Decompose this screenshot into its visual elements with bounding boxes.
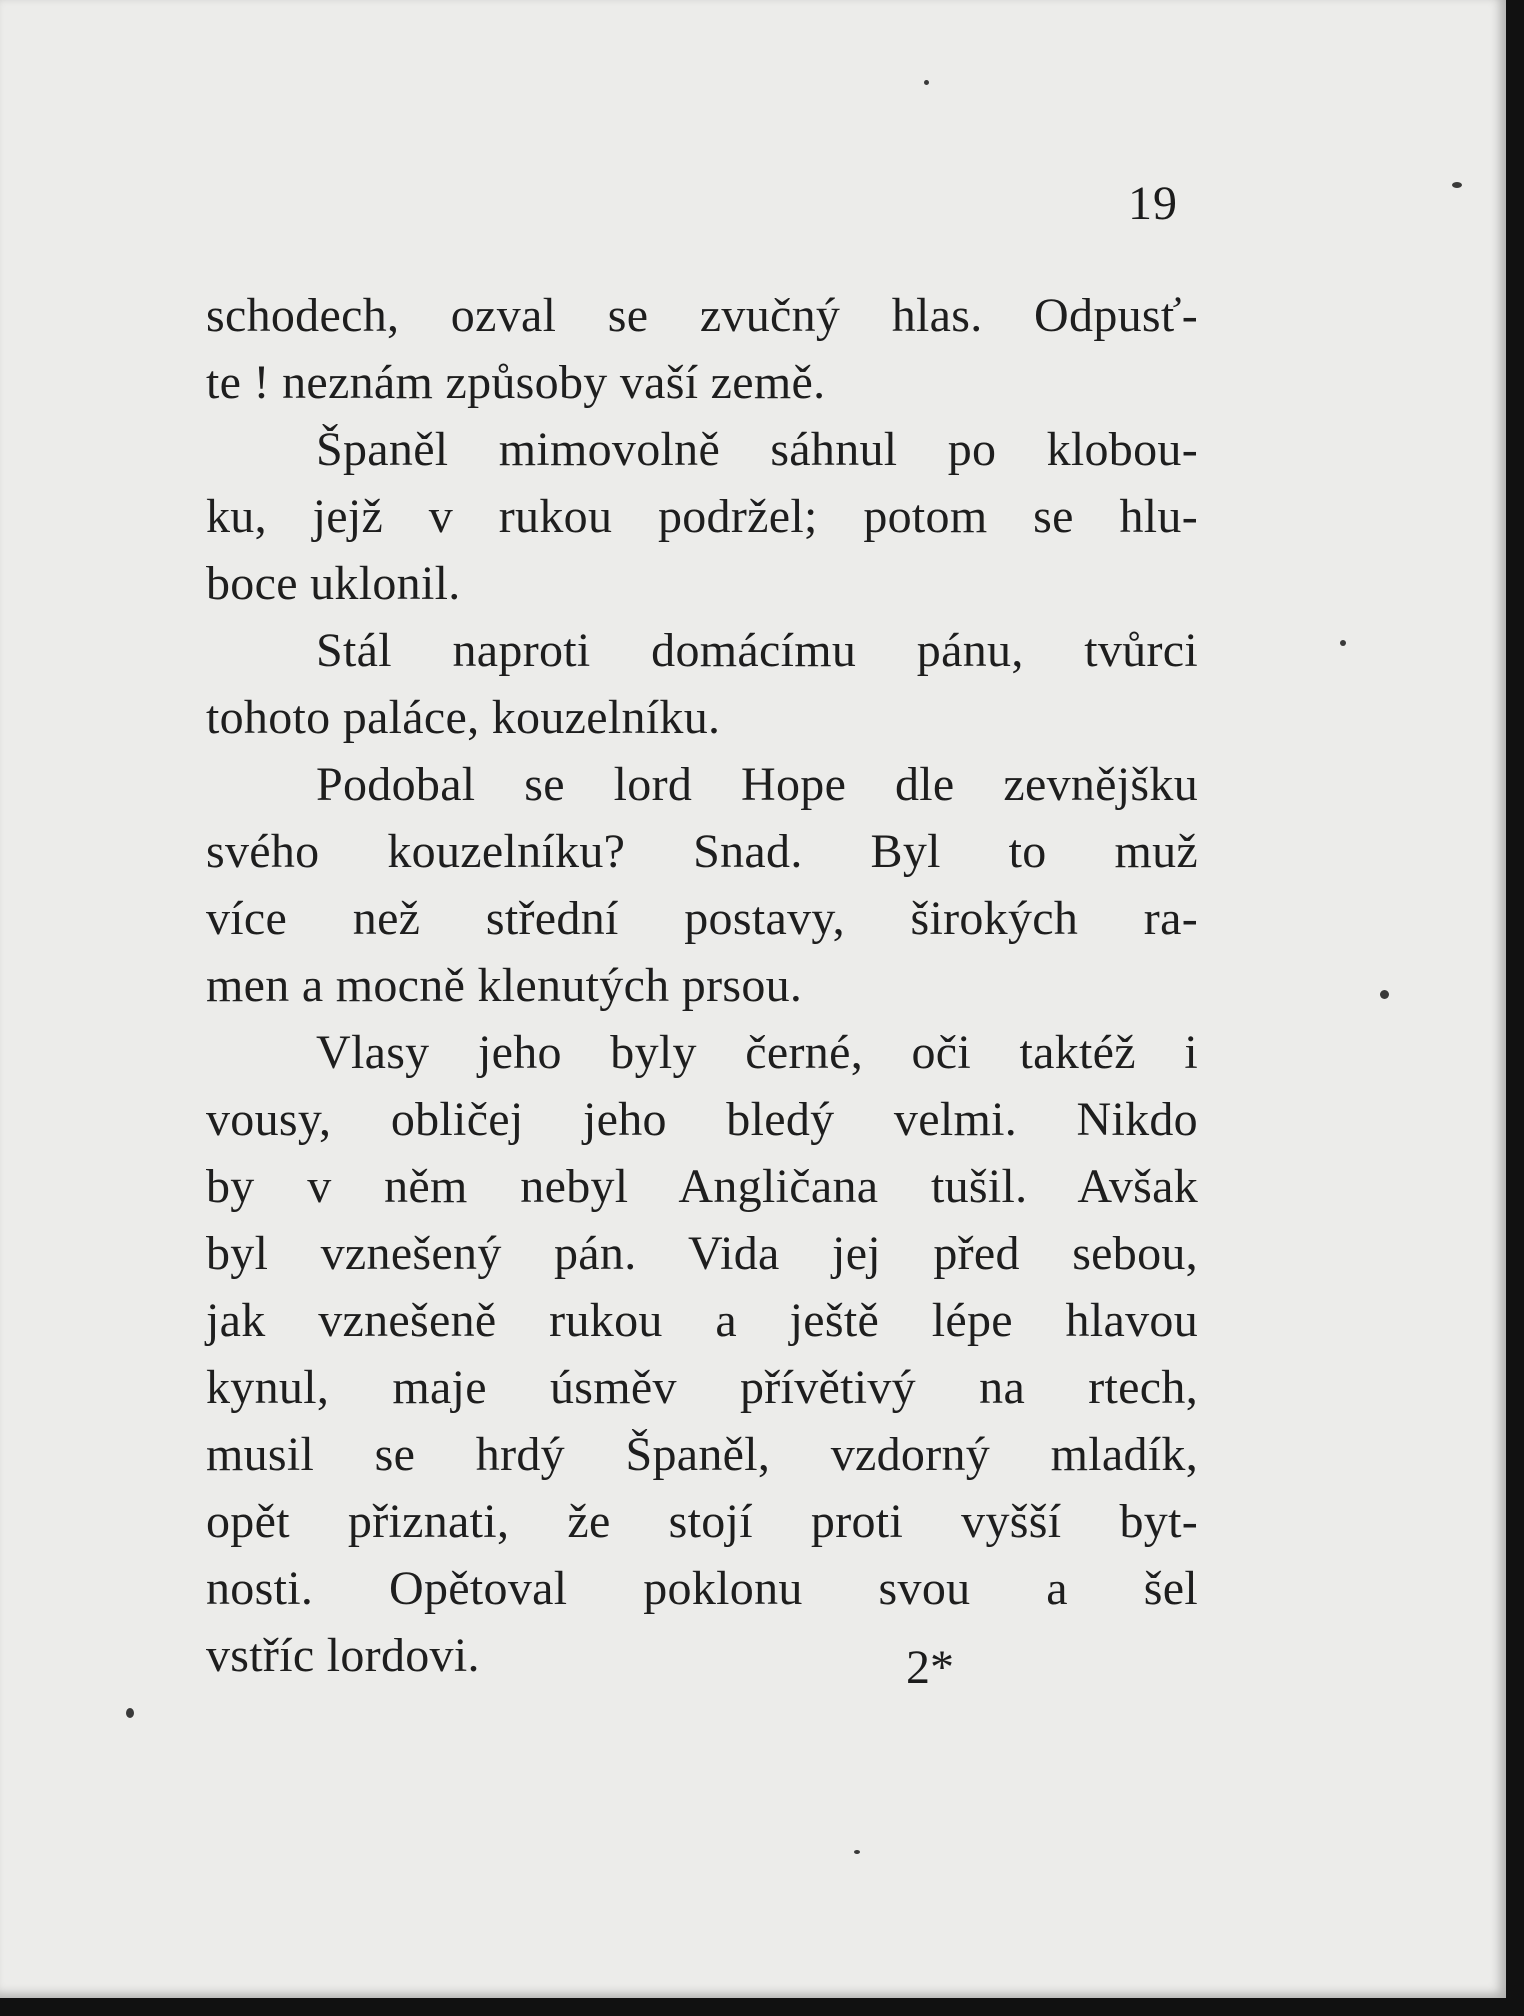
scan-edge-right: [1506, 0, 1524, 2016]
text-line: vousy, obličej jeho bledý velmi. Nikdo: [206, 1093, 1198, 1146]
text-line: men a mocně klenutých prsou.: [206, 959, 803, 1012]
print-speck: [924, 80, 929, 85]
print-speck: [1340, 640, 1346, 646]
body-text: [206, 282, 1198, 1689]
text-line: by v něm nebyl Angličana tušil. Avšak: [206, 1160, 1198, 1213]
print-speck: [854, 1850, 860, 1854]
text-line: schodech, ozval se zvučný hlas. Odpusť-: [206, 289, 1198, 342]
text-line: tohoto paláce, kouzelníku.: [206, 691, 721, 744]
text-line: Španěl mimovolně sáhnul po klobou-: [316, 423, 1198, 476]
text-line: te ! neznám způsoby vaší země.: [206, 356, 826, 409]
text-line: Podobal se lord Hope dle zevnějšku: [316, 758, 1198, 811]
text-line: svého kouzelníku? Snad. Byl to muž: [206, 825, 1198, 878]
text-line: kynul, maje úsměv přívětivý na rtech,: [206, 1361, 1198, 1414]
print-speck: [1380, 990, 1389, 999]
print-speck: [1452, 182, 1462, 188]
text-line: boce uklonil.: [206, 557, 461, 610]
page-number: 19: [1128, 177, 1178, 230]
text-line: vstříc lordovi.: [206, 1629, 480, 1682]
text-line: byl vznešený pán. Vida jej před sebou,: [206, 1227, 1198, 1280]
text-line: musil se hrdý Španěl, vzdorný mladík,: [206, 1428, 1198, 1481]
text-line: nosti. Opětoval poklonu svou a šel: [206, 1562, 1198, 1615]
text-line: ku, jejž v rukou podržel; potom se hlu-: [206, 490, 1198, 543]
text-line: jak vznešeně rukou a ještě lépe hlavou: [206, 1294, 1198, 1347]
signature-mark: 2*: [906, 1641, 954, 1694]
text-line: opět přiznati, že stojí proti vyšší byt-: [206, 1495, 1198, 1548]
text-line: více než střední postavy, širokých ra-: [206, 892, 1198, 945]
print-speck: [126, 1708, 134, 1718]
text-line: Stál naproti domácímu pánu, tvůrci: [316, 624, 1198, 677]
scan-edge-bottom: [0, 1998, 1524, 2016]
text-line: Vlasy jeho byly černé, oči taktéž i: [316, 1026, 1198, 1079]
